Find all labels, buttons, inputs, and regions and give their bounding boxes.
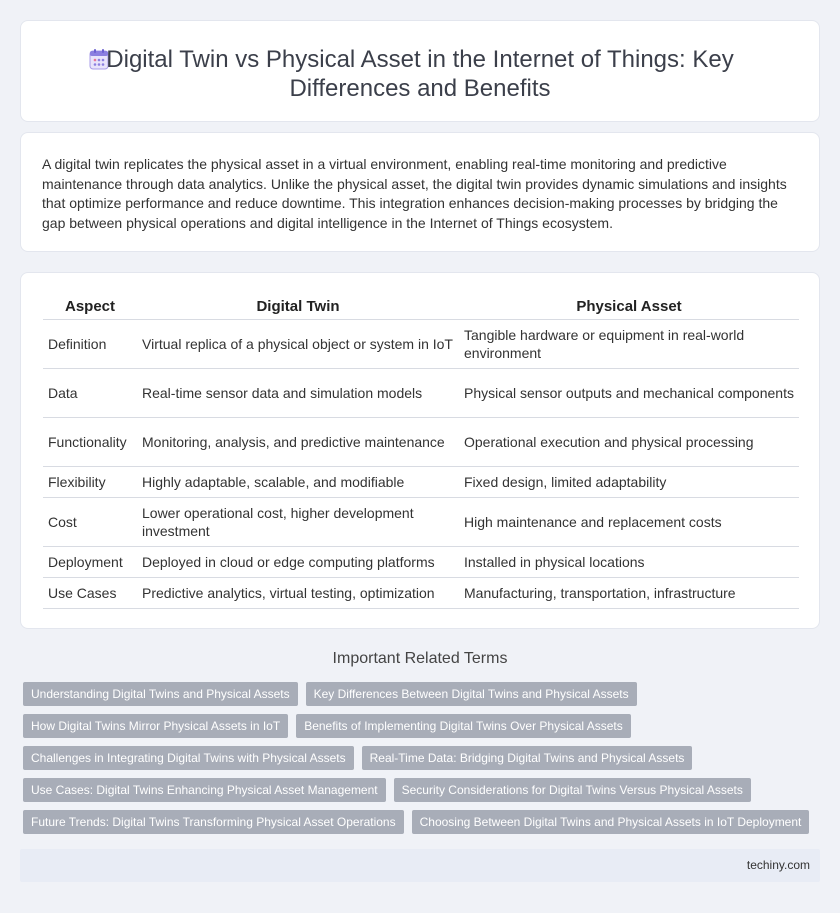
table-row xyxy=(43,368,799,417)
related-term-tag[interactable]: Choosing Between Digital Twins and Physical Assets in IoT Deployment xyxy=(412,810,810,834)
aspect-cell: Cost xyxy=(43,497,137,546)
tag-row xyxy=(23,810,823,834)
digital-twin-cell: Real-time sensor data and simulation models xyxy=(137,368,459,417)
digital-twin-cell: Virtual replica of a physical object or system in IoT xyxy=(137,319,459,368)
aspect-cell: Deployment xyxy=(43,546,137,577)
physical-asset-cell: High maintenance and replacement costs xyxy=(459,497,799,546)
physical-asset-cell: Physical sensor outputs and mechanical components xyxy=(459,368,799,417)
comparison-table xyxy=(43,295,799,609)
physical-asset-cell: Manufacturing, transportation, infrastructure xyxy=(459,577,799,608)
table-header-row xyxy=(43,295,799,319)
footer-site-link[interactable]: techiny.com xyxy=(746,858,810,872)
table-row xyxy=(43,319,799,368)
title-card xyxy=(20,20,820,122)
related-term-tag[interactable]: Benefits of Implementing Digital Twins Over Physical Assets xyxy=(296,714,631,738)
related-term-tag[interactable]: Future Trends: Digital Twins Transforming Physical Asset Operations xyxy=(23,810,404,834)
header-aspect: Aspect xyxy=(43,295,137,319)
header-digital-twin: Digital Twin xyxy=(137,295,459,319)
aspect-cell: Flexibility xyxy=(43,466,137,497)
related-term-tag[interactable]: How Digital Twins Mirror Physical Assets in IoT xyxy=(23,714,288,738)
digital-twin-cell: Highly adaptable, scalable, and modifiable xyxy=(137,466,459,497)
related-term-tag[interactable]: Real-Time Data: Bridging Digital Twins and Physical Assets xyxy=(362,746,693,770)
page-title: Digital Twin vs Physical Asset in the Internet of Things: Key Differences and Benefits xyxy=(106,46,734,102)
tag-row xyxy=(23,746,823,770)
related-term-tag[interactable]: Key Differences Between Digital Twins and Physical Assets xyxy=(306,682,637,706)
comparison-card xyxy=(20,272,820,629)
table-row xyxy=(43,466,799,497)
physical-asset-cell: Operational execution and physical processing xyxy=(459,417,799,466)
aspect-cell: Definition xyxy=(43,319,137,368)
tag-row xyxy=(23,682,823,706)
related-terms-heading: Important Related Terms xyxy=(332,650,508,667)
tag-row xyxy=(23,714,823,738)
digital-twin-cell: Lower operational cost, higher development investment xyxy=(137,497,459,546)
physical-asset-cell: Tangible hardware or equipment in real-world environment xyxy=(459,319,799,368)
aspect-cell: Data xyxy=(43,368,137,417)
intro-paragraph: A digital twin replicates the physical asset in a virtual environment, enabling real-time monitoring and predictive maintenance through data analytics. Unlike the physical asset, the digital twin provides dynamic simulations and insights that optimize performance and reduce downtime. This integration enhances decision-making processes by bridging the gap between physical operations and digital intelligence in the Internet of Things ecosystem. xyxy=(42,156,787,231)
table-row xyxy=(43,497,799,546)
digital-twin-cell: Deployed in cloud or edge computing platforms xyxy=(137,546,459,577)
table-row xyxy=(43,417,799,466)
header-physical-asset: Physical Asset xyxy=(459,295,799,319)
digital-twin-cell: Monitoring, analysis, and predictive maintenance xyxy=(137,417,459,466)
related-term-tag[interactable]: Security Considerations for Digital Twins Versus Physical Assets xyxy=(394,778,751,802)
tag-row xyxy=(23,778,823,802)
table-row xyxy=(43,577,799,608)
digital-twin-cell: Predictive analytics, virtual testing, optimization xyxy=(137,577,459,608)
physical-asset-cell: Installed in physical locations xyxy=(459,546,799,577)
related-term-tag[interactable]: Use Cases: Digital Twins Enhancing Physical Asset Management xyxy=(23,778,386,802)
related-term-tag[interactable]: Challenges in Integrating Digital Twins with Physical Assets xyxy=(23,746,354,770)
aspect-cell: Use Cases xyxy=(43,577,137,608)
intro-card xyxy=(20,132,820,252)
physical-asset-cell: Fixed design, limited adaptability xyxy=(459,466,799,497)
table-row xyxy=(43,546,799,577)
aspect-cell: Functionality xyxy=(43,417,137,466)
related-terms-list xyxy=(23,682,823,842)
related-term-tag[interactable]: Understanding Digital Twins and Physical Assets xyxy=(23,682,298,706)
footer xyxy=(20,849,820,882)
